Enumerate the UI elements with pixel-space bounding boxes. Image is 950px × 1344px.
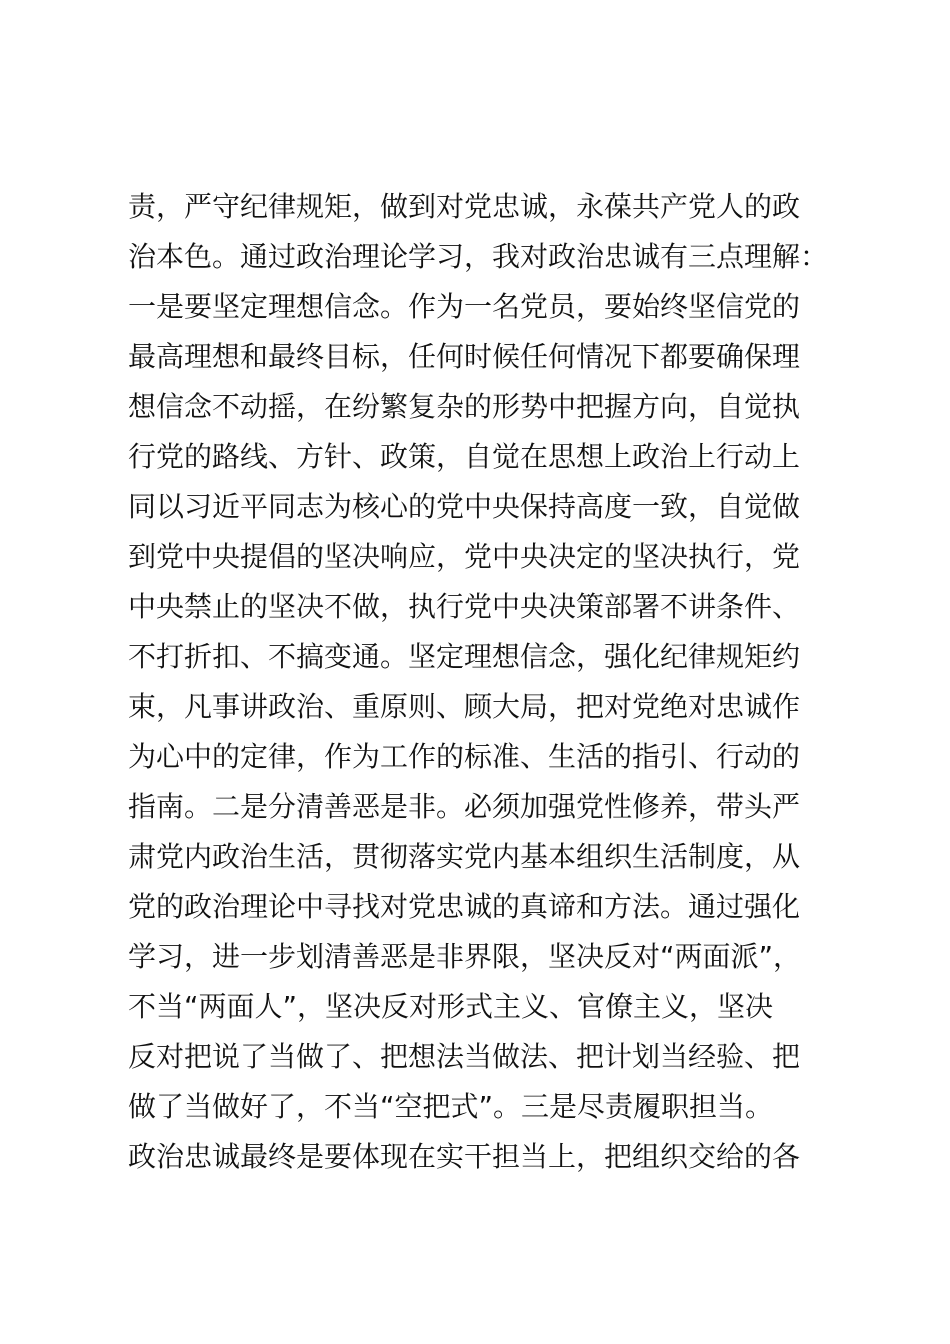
- text-line: 束，凡事讲政治、重原则、顾大局，把对党绝对忠诚作: [128, 690, 801, 723]
- text-line: 做了当做好了，不当“空把式”。三是尽责履职担当。: [128, 1090, 774, 1123]
- body-text: [128, 182, 868, 1182]
- text-line: 同以习近平同志为核心的党中央保持高度一致，自觉做: [128, 490, 801, 523]
- text-line: 治本色。通过政治理论学习，我对政治忠诚有三点理解：: [128, 240, 829, 273]
- text-line: 党的政治理论中寻找对党忠诚的真谛和方法。通过强化: [128, 890, 801, 923]
- text-line: 一是要坚定理想信念。作为一名党员，要始终坚信党的: [128, 290, 801, 323]
- text-line: 肃党内政治生活，贯彻落实党内基本组织生活制度，从: [128, 840, 801, 873]
- text-line: 不当“两面人”，坚决反对形式主义、官僚主义，坚决: [128, 990, 774, 1023]
- text-line: 到党中央提倡的坚决响应，党中央决定的坚决执行，党: [128, 540, 801, 573]
- text-line: 指南。二是分清善恶是非。必须加强党性修养，带头严: [128, 790, 801, 823]
- text-line: 中央禁止的坚决不做，执行党中央决策部署不讲条件、: [128, 590, 801, 623]
- text-line: 责，严守纪律规矩，做到对党忠诚，永葆共产党人的政: [128, 190, 801, 223]
- text-line: 想信念不动摇，在纷繁复杂的形势中把握方向，自觉执: [128, 390, 801, 423]
- text-line: 反对把说了当做了、把想法当做法、把计划当经验、把: [128, 1040, 801, 1073]
- text-line: 最高理想和最终目标，任何时候任何情况下都要确保理: [128, 340, 801, 373]
- text-line: 学习，进一步划清善恶是非界限，坚决反对“两面派”，: [128, 940, 802, 973]
- text-line: 政治忠诚最终是要体现在实干担当上，把组织交给的各: [128, 1140, 801, 1173]
- text-line: 为心中的定律，作为工作的标准、生活的指引、行动的: [128, 740, 801, 773]
- text-line: 行党的路线、方针、政策，自觉在思想上政治上行动上: [128, 440, 801, 473]
- text-line: 不打折扣、不搞变通。坚定理想信念，强化纪律规矩约: [128, 640, 801, 673]
